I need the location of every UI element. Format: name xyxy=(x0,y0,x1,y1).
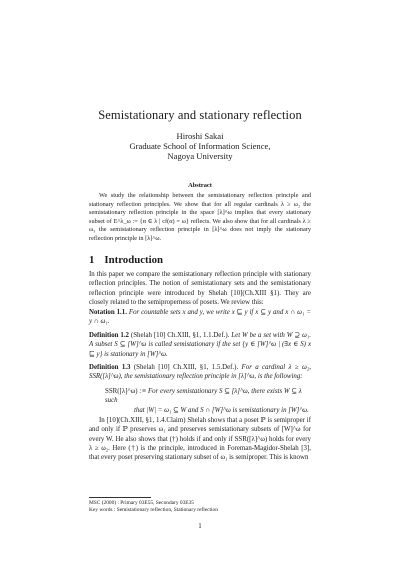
footnote-msc: MSC (2000) : Primary 03E55, Secondary 03E35 xyxy=(89,500,194,506)
author-affiliation-2: Nagoya University xyxy=(167,151,233,161)
author-name: Hiroshi Sakai xyxy=(176,131,224,141)
definition-1-2-head: Definition 1.2 xyxy=(89,332,129,339)
notation-head: Notation 1.1. xyxy=(89,309,127,316)
abstract-text: We study the relationship between the semistationary reflection principle and stationary reflection principles. We show that for all regular cardinals λ ≥ ω₂ the semistationary reflection principle in the space [λ]^ω implies that every stationary subset of E^λ_ω := {α ∈ λ | cf(α) = ω} reflects. We also show that for all cardinals λ ≥ ω₃ the semistationary reflection principle in [λ]^ω does not imply the stationary reflection principle in [λ]^ω. xyxy=(89,192,311,242)
notation-1-1 xyxy=(89,308,311,327)
definition-1-3 xyxy=(89,363,311,382)
shelah-paragraph: In [10](Ch.XIII, §1, 1.4.Claim) Shelah shows that a poset ℙ is semiproper if and only if ℙ preserves ω₁ and preserves semistationary subsets of [W]^ω for every W. He also shows that (†) holds if and only if SSR([λ]^ω) holds for every λ ≥ ω₂. Here (†) is the principle, introduced in Foreman-Magidor-Shelah [3], that every poset preserving stationary subset of ω₁ is semiproper. This is known xyxy=(89,417,311,462)
ssr-label: SSR([λ]^ω) xyxy=(105,388,138,395)
page-number: 1 xyxy=(198,523,202,530)
notation-text: For countable sets x and y, we write x ⊑ y if x ⊆ y and x ∩ ω₁ = y ∩ ω₁. xyxy=(89,309,311,326)
definition-1-3-source: (Shelah [10] Ch.XIII, §1, 1.5.Def.). xyxy=(133,364,239,371)
ssr-principle xyxy=(105,387,311,415)
author-affiliation-1: Graduate School of Information Science, xyxy=(129,141,271,151)
ssr-line-2: that |W| = ω₁ ⊆ W and S ∩ [W]^ω is semistationary in [W]^ω. xyxy=(134,406,309,414)
definition-1-2-source: (Shelah [10] Ch.XIII, §1, 1.1.Def.). xyxy=(130,332,230,339)
footnote-rule xyxy=(89,497,151,498)
definition-1-3-text: For a cardinal λ ≥ ω₂, SSR([λ]^ω), the semistationary reflection principle in [λ]^ω, is the following: xyxy=(89,364,311,381)
definition-1-2-text: Let W be a set with W ⊇ ω₁. A subset S ⊆ [W]^ω is called semistationary if the set {y ∈ [W]^ω | (∃x ∈ S) x ⊑ y} is stationary in [W]^ω. xyxy=(89,332,311,358)
ssr-line-1 xyxy=(105,387,311,406)
section-title: Introduction xyxy=(104,254,164,266)
section-heading xyxy=(89,254,163,266)
ssr-line-1-text: :≡ For every semistationary S ⊆ [λ]^ω, there exists W ⊆ λ such xyxy=(105,388,302,405)
definition-1-2 xyxy=(89,331,311,359)
definition-1-3-head: Definition 1.3 xyxy=(89,364,131,371)
intro-paragraph: In this paper we compare the semistationary reflection principle with stationary reflection principles. The notion of semistationary sets and the semistationary reflection principle were introduced by Shelah [10](Ch.XIII §1). They are closely related to the semiproperness of posets. We review this: xyxy=(89,271,311,306)
section-number: 1 xyxy=(89,254,95,266)
footnote-keywords: Key words : Semistationary reflection, Stationary reflection xyxy=(89,507,218,513)
paper-title: Semistationary and stationary reflection xyxy=(98,108,302,122)
abstract-heading: Abstract xyxy=(188,182,212,189)
